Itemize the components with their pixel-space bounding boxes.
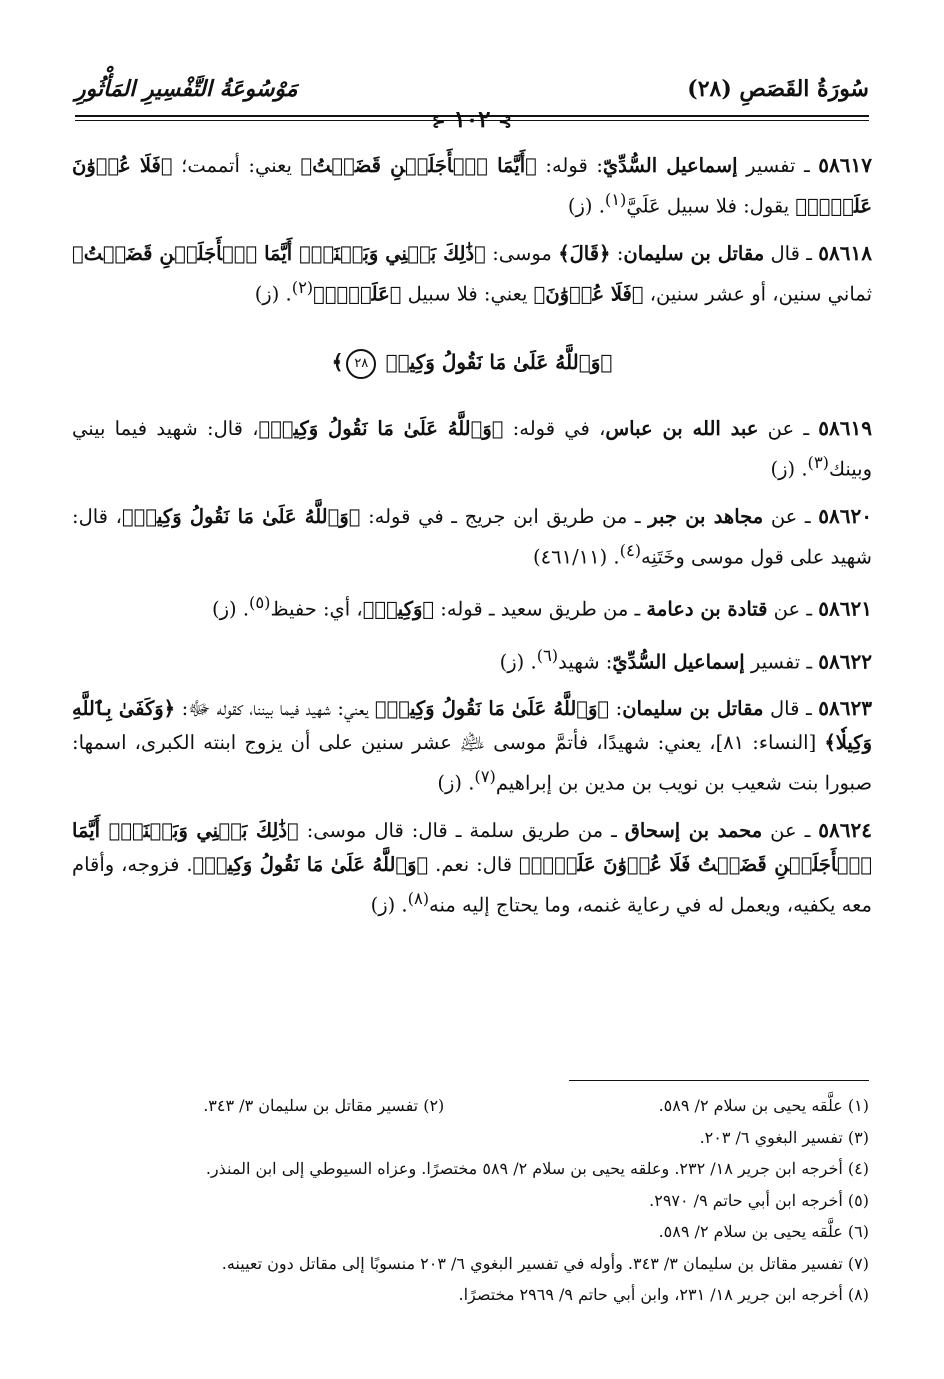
- entry-text: . (ز): [770, 457, 808, 481]
- footnote-6: (٦) علَّقه يحيى بن سلام ٢/ ٥٨٩.: [658, 1222, 869, 1241]
- quran-quote: ﴿أَيَّمَا ٱلۡأَجَلَيۡنِ قَضَيۡتُ﴾: [300, 154, 537, 177]
- entry-text: يقول: فلا سبيل عَلَيَّ: [626, 194, 796, 218]
- entry-text: قال: نعم.: [428, 852, 520, 876]
- footnote-ref: (٤): [619, 540, 642, 560]
- entry-text: . (ز): [499, 650, 537, 673]
- entry-e58619: [72, 411, 872, 487]
- page-number-text: ١٠٢: [453, 106, 491, 133]
- entries-before-verse: [72, 148, 872, 311]
- narrator-name: مقاتل بن سليمان: [622, 697, 764, 720]
- quran-quote: ﴿وَٱللَّهُ عَلَىٰ مَا نَقُولُ وَكِيلٞ﴾: [258, 417, 504, 440]
- entry-e58621: [72, 586, 872, 627]
- entries-after-verse: [72, 411, 872, 922]
- entry-text: ـ قال: [764, 241, 819, 265]
- narrator-name: مجاهد بن جبر: [648, 504, 764, 528]
- entry-text: ـ قال: [763, 697, 819, 720]
- quran-quote: ﴿وَٱللَّهُ عَلَىٰ مَا نَقُولُ وَكِيلٞ﴾: [121, 504, 361, 528]
- entry-number: ٥٨٦٢١: [818, 596, 872, 621]
- quran-quote: ﴿فَلَا عُدۡوَٰنَ﴾: [533, 282, 644, 305]
- entry-text: . (ز): [370, 893, 408, 916]
- quran-quote: ﴿قَالَ﴾: [558, 241, 611, 265]
- footnote-3: (٣) تفسير البغوي ٦/ ٢٠٣.: [699, 1127, 869, 1147]
- footnote-2: (٢) تفسير مقاتل بن سليمان ٣/ ٣٤٣.: [203, 1096, 445, 1115]
- footnote-ref: (٥): [249, 593, 271, 612]
- footnote-7: (٧) تفسير مقاتل بن سليمان ٣/ ٣٤٣. وأوله في تفسير البغوي ٦/ ٢٠٣ منسوبًا إلى مقاتل دون تعيينه.: [221, 1253, 869, 1273]
- quran-quote: ﴿فَلَا عُدۡوَٰنَ عَلَيَّۖ﴾: [72, 154, 872, 218]
- quran-quote: ﴿ذَٰلِكَ بَيۡنِي وَبَيۡنَكَۖ أَيَّمَا ٱلۡأَجَلَيۡنِ قَضَيۡتُ﴾: [72, 241, 486, 265]
- footnote-ref: (٣): [807, 453, 829, 472]
- narrator-name: عبد الله بن عباس: [605, 417, 759, 440]
- quran-quote: ﴿وَكِيلٞ﴾: [362, 597, 435, 621]
- entry-text: ـ عن: [758, 417, 819, 440]
- entry-text: ، قال: شهيد فيما بيني وبينك: [72, 417, 872, 481]
- entry-text: يعني: شهيد فيما بيننا، كقوله ﷻ:: [175, 697, 375, 720]
- entry-text: ، قال: شهيد على قول موسى وخَتَنِه: [72, 504, 872, 568]
- entry-text: ـ تفسير: [744, 650, 819, 673]
- verse-heading: [72, 345, 872, 379]
- footnote-ref: (٧): [474, 767, 496, 786]
- quran-quote: ﴿وَكَفَىٰ بِٱللَّهِ وَكِيلٗا﴾: [72, 697, 872, 754]
- entry-text: موسى:: [485, 241, 559, 265]
- entry-text: ـ تفسير: [737, 154, 819, 177]
- entry-text: ـ عن: [762, 818, 819, 842]
- entry-text: ـ من طريق سعيد ـ قوله:: [434, 597, 647, 621]
- entry-text: ـ من طريق سلمة ـ قال: قال موسى:: [298, 818, 625, 842]
- entry-text: . (ز): [211, 597, 250, 621]
- ornament-icon: ⊰: [432, 112, 446, 131]
- footnote-ref: (٨): [407, 888, 430, 908]
- narrator-name: قتادة بن دعامة: [646, 597, 768, 621]
- entry-number: ٥٨٦١٧: [818, 153, 872, 177]
- narrator-name: مقاتل بن سليمان: [623, 241, 765, 265]
- footnote-ref: (١): [604, 190, 627, 209]
- ayah-number-icon: ٢٨: [346, 349, 376, 379]
- footnote-5: (٥) أخرجه ابن أبي حاتم ٩/ ٢٩٧٠.: [649, 1190, 869, 1210]
- entry-number: ٥٨٦٢٤: [818, 817, 872, 842]
- footnote-4: (٤) أخرجه ابن جرير ١٨/ ٢٣٢. وعلقه يحيى بن سلام ٢/ ٥٨٩ مختصرًا. وعزاه السيوطي إلى ابن المنذر.: [205, 1159, 869, 1178]
- footnote-ref: (٦): [536, 645, 559, 665]
- entry-number: ٥٨٦٢٢: [818, 649, 872, 673]
- quran-quote: ﴿ذَٰلِكَ بَيۡنِي وَبَيۡنَكَۖ أَيَّمَا ٱلۡأَجَلَيۡنِ قَضَيۡتُ فَلَا عُدۡوَٰنَ عَلَيَّۖ﴾: [72, 818, 873, 876]
- entry-text: : شهيد: [558, 650, 613, 673]
- entry-e58622: [72, 639, 872, 680]
- narrator-name: إسماعيل السُّدِّيّ: [602, 154, 738, 177]
- footnote-row: [75, 1090, 869, 1122]
- footnote-8: (٨) أخرجه ابن جرير ١٨/ ٢٣١، وابن أبي حاتم ٩/ ٢٩٦٩ مختصرًا.: [458, 1285, 869, 1304]
- narrator-name: محمد بن إسحاق: [624, 818, 763, 842]
- entry-e58617: [72, 148, 872, 224]
- entry-text: :: [609, 697, 623, 720]
- entry-text: : قوله:: [536, 154, 603, 177]
- entry-text: ثماني سنين، أو عشر سنين،: [643, 282, 872, 305]
- verse-text: ﴿وَٱللَّهُ عَلَىٰ مَا نَقُولُ وَكِيلٞ: [385, 350, 613, 374]
- entry-number: ٥٨٦١٩: [818, 416, 872, 440]
- entry-text: يعني: أتممت؛: [172, 154, 301, 177]
- entry-e58620: [72, 499, 872, 575]
- entry-text: ـ من طريق ابن جريج ـ في قوله:: [360, 504, 649, 528]
- entry-number: ٥٨٦٢٠: [818, 503, 872, 528]
- footnote-1: (١) علَّقه يحيى بن سلام ٢/ ٥٨٩.: [658, 1096, 869, 1115]
- quran-quote: ﴿وَٱللَّهُ عَلَىٰ مَا نَقُولُ وَكِيلٞ﴾: [192, 852, 429, 876]
- footnote-separator: [569, 1080, 869, 1081]
- entry-text: . فزوجه، وأقام معه يكفيه، ويعمل له في رعاية غنمه، وما يحتاج إليه منه: [72, 852, 872, 916]
- footnotes: [75, 1090, 869, 1311]
- ornament-icon: ⊱: [498, 112, 512, 131]
- surah-title: سُورَةُ القَصَصِ (٢٨): [687, 76, 869, 102]
- commentary-body: [72, 148, 872, 934]
- entry-text: ، في قوله:: [503, 417, 606, 440]
- entry-text: . (٤٦١/١١): [533, 545, 620, 568]
- entry-text: ، أي: حفيظ: [270, 597, 363, 621]
- entry-text: . (ز): [254, 282, 292, 305]
- footnote-ref: (٢): [291, 277, 314, 297]
- narrator-name: إسماعيل السُّدِّيّ: [612, 650, 745, 673]
- entry-text: يعني: فلا سبيل: [401, 282, 534, 305]
- entry-e58623: [72, 691, 872, 801]
- book-title: مَوْسُوعَةُ التَّفْسِيرِ المَأْثُورِ: [75, 76, 298, 102]
- entry-text: [النساء: ٨١]، يعني: شهيدًا، فأتمَّ موسى ﵇ عشر سنين على أن يزوج ابنته الكبرى، اسمها: صبورا بنت شعيب بن نويب بن مدين بن إبراهيم: [72, 731, 872, 795]
- quran-quote: ﴿وَٱللَّهُ عَلَىٰ مَا نَقُولُ وَكِيلٞ﴾: [374, 697, 610, 720]
- verse-close: ﴾: [331, 350, 344, 374]
- entry-number: ٥٨٦١٨: [818, 240, 872, 265]
- entry-text: :: [610, 241, 624, 265]
- page-number: [0, 106, 944, 133]
- entry-text: . (ز): [437, 771, 475, 795]
- entry-e58624: [72, 813, 872, 923]
- entry-number: ٥٨٦٢٣: [818, 696, 872, 720]
- entry-text: ـ عن: [767, 597, 819, 621]
- entry-e58618: [72, 236, 872, 312]
- entry-text: . (ز): [567, 194, 605, 218]
- quran-quote: ﴿عَلَيَّۖ﴾: [313, 282, 402, 305]
- entry-text: ـ عن: [763, 504, 819, 528]
